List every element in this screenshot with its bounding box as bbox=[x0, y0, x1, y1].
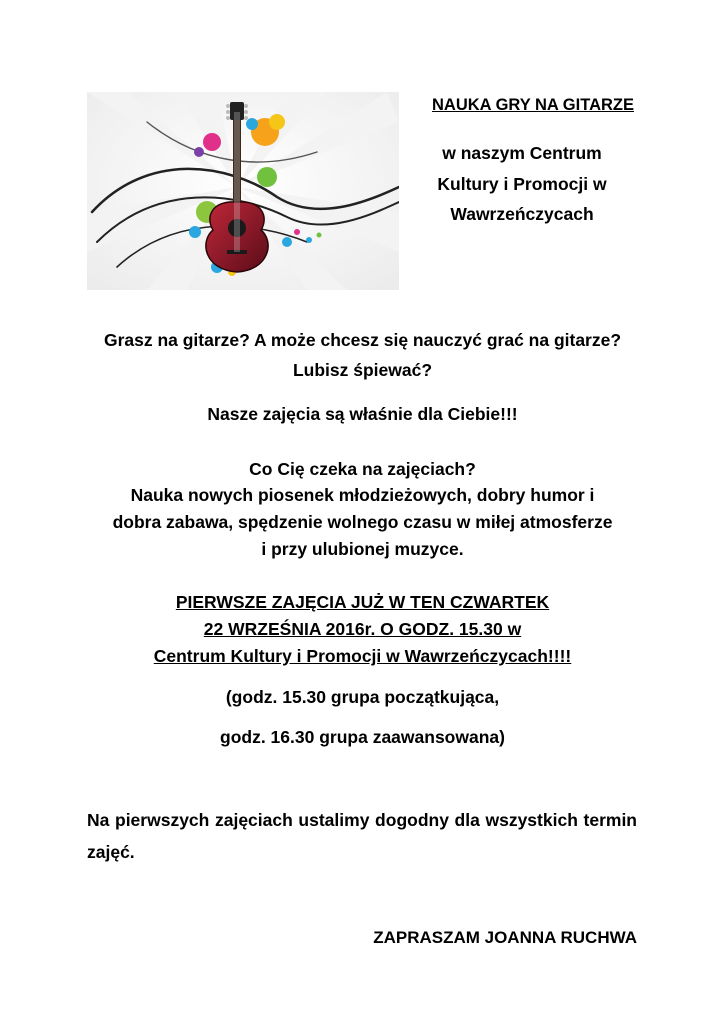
announcement-line: Centrum Kultury i Promocji w Wawrzeńczycach!!!! bbox=[153, 646, 572, 666]
signature: ZAPRASZAM JOANNA RUCHWA bbox=[373, 928, 637, 947]
header-subtitle-line: Kultury i Promocji w bbox=[437, 174, 607, 194]
offer-line: Nauka nowych piosenek młodzieżowych, dobry humor i bbox=[130, 485, 595, 505]
announcement-line: PIERWSZE ZAJĘCIA JUŻ W TEN CZWARTEK bbox=[175, 592, 550, 612]
offer-heading: Co Cię czeka na zajęciach? bbox=[249, 459, 476, 479]
announcement-line: 22 WRZEŚNIA 2016r. O GODZ. 15.30 w bbox=[203, 619, 522, 639]
schedule-line: godz. 16.30 grupa zaawansowana) bbox=[220, 727, 505, 747]
flyer-title: NAUKA GRY NA GITARZE bbox=[432, 96, 634, 114]
header-subtitle-line: w naszym Centrum bbox=[442, 143, 602, 163]
intro-question: Lubisz śpiewać? bbox=[292, 360, 433, 380]
offer-line: i przy ulubionej muzyce. bbox=[261, 539, 464, 559]
intro-exclamation: Nasze zajęcia są właśnie dla Ciebie!!! bbox=[207, 404, 518, 424]
offer-line: dobra zabawa, spędzenie wolnego czasu w miłej atmosferze bbox=[112, 512, 613, 532]
schedule-line: (godz. 15.30 grupa początkująca, bbox=[225, 687, 500, 707]
header-subtitle-line: Wawrzeńczycach bbox=[450, 204, 594, 224]
guitar-illustration bbox=[87, 92, 399, 290]
intro-question: Grasz na gitarze? A może chcesz się nauczyć grać na gitarze? bbox=[103, 330, 622, 350]
note-paragraph: Na pierwszych zajęciach ustalimy dogodny dla wszystkich termin zajęć. bbox=[87, 810, 637, 862]
